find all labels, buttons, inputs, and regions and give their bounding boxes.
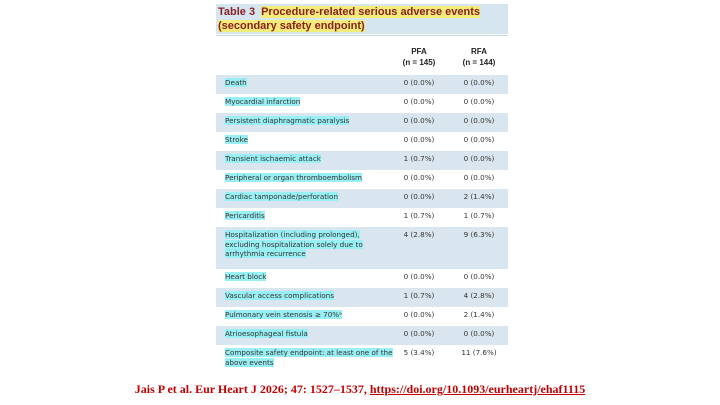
rfa-value: 0 (0.0%): [463, 329, 495, 338]
row-label-text: Pericarditis: [225, 211, 265, 220]
pfa-value: 0 (0.0%): [403, 329, 435, 338]
citation-doi-link[interactable]: https://doi.org/10.1093/eurheartj/ehaf1115: [369, 382, 586, 396]
citation: [0, 382, 720, 397]
rfa-value: 0 (0.0%): [463, 154, 495, 163]
table-row: [216, 288, 508, 307]
pfa-value: 0 (0.0%): [403, 272, 435, 281]
row-label-text: Myocardial infarction: [225, 97, 301, 106]
table-title: Procedure-related serious adverse events: [261, 6, 480, 18]
table-row: [216, 75, 508, 94]
row-label-text: Persistent diaphragmatic paralysis: [225, 116, 350, 125]
rfa-value: 4 (2.8%): [463, 291, 495, 300]
pfa-value: 0 (0.0%): [403, 78, 435, 87]
column-n: (n = 144): [462, 58, 496, 67]
row-label: [225, 329, 395, 339]
row-label-text: Peripheral or organ thromboembolism: [225, 173, 362, 182]
rfa-value: 0 (0.0%): [463, 173, 495, 182]
table-row: [216, 170, 508, 189]
table-row: [216, 269, 508, 288]
rfa-value: 0 (0.0%): [463, 135, 495, 144]
row-label: [225, 135, 395, 145]
column-header-band: [216, 35, 508, 76]
pfa-value: 5 (3.4%): [403, 348, 435, 357]
pfa-value: 0 (0.0%): [403, 97, 435, 106]
row-label-text: Stroke: [225, 135, 248, 144]
column-header-rfa: [452, 46, 506, 68]
results-table: [216, 4, 508, 376]
table-number: Table 3: [218, 6, 256, 18]
pfa-value: 1 (0.7%): [403, 154, 435, 163]
rfa-value: 0 (0.0%): [463, 272, 495, 281]
pfa-value: 1 (0.7%): [403, 291, 435, 300]
citation-text: Jais P et al. Eur Heart J 2026; 47: 1527–1537,: [134, 382, 370, 396]
row-label: [225, 310, 395, 320]
table-row: [216, 227, 508, 269]
rfa-value: 9 (6.3%): [463, 230, 495, 239]
row-label: [225, 272, 395, 282]
pfa-value: 0 (0.0%): [403, 173, 435, 182]
table-title-band: [216, 4, 508, 34]
rfa-value: 1 (0.7%): [463, 211, 495, 220]
rfa-value: 2 (1.4%): [463, 192, 495, 201]
pfa-value: 1 (0.7%): [403, 211, 435, 220]
row-label: [225, 211, 395, 221]
row-label: [225, 230, 395, 259]
rfa-value: 0 (0.0%): [463, 97, 495, 106]
column-name: RFA: [471, 47, 487, 56]
table-title-line-1: [218, 5, 480, 19]
row-label: [225, 78, 395, 88]
row-label-text: Vascular access complications: [225, 291, 334, 300]
table-title-line-2: [218, 19, 365, 33]
table-row: [216, 132, 508, 151]
pfa-value: 4 (2.8%): [403, 230, 435, 239]
row-label: [225, 154, 395, 164]
table-row: [216, 345, 508, 375]
table-row: [216, 151, 508, 170]
pfa-value: 0 (0.0%): [403, 192, 435, 201]
row-label-text: Heart block: [225, 272, 267, 281]
table-row: [216, 94, 508, 113]
row-label-text: Atrioesophageal fistula: [225, 329, 308, 338]
table-row: [216, 208, 508, 227]
table-row: [216, 113, 508, 132]
rfa-value: 0 (0.0%): [463, 78, 495, 87]
column-n: (n = 145): [402, 58, 436, 67]
table-subtitle: (secondary safety endpoint): [218, 20, 365, 32]
table-row: [216, 326, 508, 345]
pfa-value: 0 (0.0%): [403, 310, 435, 319]
column-name: PFA: [411, 47, 427, 56]
row-label: [225, 97, 395, 107]
row-label-text: Death: [225, 78, 247, 87]
rfa-value: 2 (1.4%): [463, 310, 495, 319]
column-header-pfa: [397, 46, 441, 68]
row-label: [225, 348, 395, 367]
pfa-value: 0 (0.0%): [403, 116, 435, 125]
row-label: [225, 291, 395, 301]
row-label-text: Composite safety endpoint: at least one of the above events: [225, 348, 393, 367]
row-label: [225, 192, 395, 202]
row-label-text: Pulmonary vein stenosis ≥ 70%ᵃ: [225, 310, 342, 319]
table-row: [216, 307, 508, 326]
row-label: [225, 173, 395, 183]
table-row: [216, 189, 508, 208]
row-label-text: Transient ischaemic attack: [225, 154, 321, 163]
row-label-text: Cardiac tamponade/perforation: [225, 192, 338, 201]
row-label: [225, 116, 395, 126]
rfa-value: 0 (0.0%): [463, 116, 495, 125]
row-label-text: Hospitalization (including prolonged), excluding hospitalization solely due to arrhythmia recurrence: [225, 230, 363, 258]
rfa-value: 11 (7.6%): [461, 348, 497, 357]
pfa-value: 0 (0.0%): [403, 135, 435, 144]
